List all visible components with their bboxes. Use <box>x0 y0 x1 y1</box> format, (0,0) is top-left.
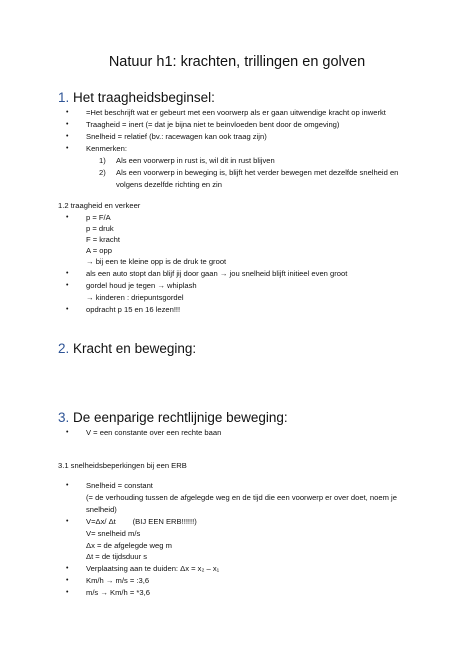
document-title: Natuur h1: krachten, trillingen en golven <box>108 54 366 70</box>
section-1-number: 1. <box>58 90 70 105</box>
bullet-icon: • <box>66 270 69 277</box>
s31-line-3: snelheid) <box>86 505 117 514</box>
bullet-icon: • <box>66 482 69 489</box>
bullet-icon: • <box>66 306 69 313</box>
s31-line-5: V= snelheid m/s <box>86 529 141 538</box>
s31-line-8: Verplaatsing aan te duiden: Δx = x₂ – x₁ <box>86 564 220 573</box>
section-2-number: 2. <box>58 341 70 356</box>
kenmerk-1: Als een voorwerp in rust is, wil dit in rust blijven <box>116 156 275 165</box>
kenmerk-2-line-2: volgens dezelfde richting en zin <box>116 180 222 189</box>
subsection-1-2-heading: 1.2 traagheid en verkeer <box>58 201 141 210</box>
bullet-icon: • <box>66 518 69 525</box>
s12-line-9: opdracht p 15 en 16 lezen!!! <box>86 305 181 314</box>
s12-line-1: p = F/A <box>86 213 111 222</box>
s12-line-7: gordel houd je tegen → whiplash <box>86 281 197 290</box>
s1-item-2: Traagheid = inert (= dat je bijna niet te beinvloeden bent door de omgeving) <box>86 120 340 129</box>
s31-line-7: Δt = de tijdsduur s <box>86 552 148 561</box>
section-1-heading <box>58 90 215 105</box>
section-1-title: Het traagheidsbeginsel: <box>73 90 215 105</box>
s31-line-6: Δx = de afgelegde weg m <box>86 541 172 550</box>
s1-item-4: Kenmerken: <box>86 144 127 153</box>
bullet-icon: • <box>66 429 69 436</box>
s12-line-5: → bij een te kleine opp is de druk te groot <box>86 257 227 266</box>
bullet-icon: • <box>66 214 69 221</box>
bullet-icon: • <box>66 133 69 140</box>
s12-line-4: A = opp <box>86 246 112 255</box>
s3-item-1: V = een constante over een rechte baan <box>86 428 222 437</box>
s1-item-3: Snelheid = relatief (bv.: racewagen kan ook traag zijn) <box>86 132 267 141</box>
bullet-icon: • <box>66 121 69 128</box>
s31-line-2: (= de verhouding tussen de afgelegde weg en de tijd die een voorwerp er over doet, noem je <box>86 493 397 502</box>
section-3-title: De eenparige rechtlijnige beweging: <box>73 410 288 425</box>
bullet-icon: • <box>66 282 69 289</box>
s12-line-6: als een auto stopt dan blijf jij door gaan → jou snelheid blijft initieel even groot <box>86 269 348 278</box>
s31-line-10: m/s → Km/h = *3,6 <box>86 588 150 597</box>
kenmerk-2-line-1: Als een voorwerp in beweging is, blijft het verder bewegen met dezelfde snelheid en <box>116 168 399 177</box>
s31-line-9: Km/h → m/s = :3,6 <box>86 576 150 585</box>
bullet-icon: • <box>66 565 69 572</box>
s12-line-3: F = kracht <box>86 235 120 244</box>
s1-item-1: =Het beschrijft wat er gebeurt met een voorwerp als er gaan uitwendige kracht op inwerkt <box>86 108 386 117</box>
subsection-3-1-heading: 3.1 snelheidsbeperkingen bij een ERB <box>58 461 187 470</box>
bullet-icon: • <box>66 577 69 584</box>
s31-line-4: V=Δx/ Δt (BIJ EEN ERB!!!!!!) <box>86 517 197 526</box>
section-3-heading <box>58 410 288 425</box>
section-2-heading <box>58 341 196 356</box>
s31-line-1: Snelheid = constant <box>86 481 153 490</box>
s12-line-8: → kinderen : driepuntsgordel <box>86 293 184 302</box>
bullet-icon: • <box>66 589 69 596</box>
section-3-number: 3. <box>58 410 70 425</box>
kenmerk-1-number: 1) <box>99 156 106 165</box>
kenmerk-2-number: 2) <box>99 168 106 177</box>
section-2-title: Kracht en beweging: <box>73 341 197 356</box>
s12-line-2: p = druk <box>86 224 114 233</box>
bullet-icon: • <box>66 109 69 116</box>
bullet-icon: • <box>66 145 69 152</box>
